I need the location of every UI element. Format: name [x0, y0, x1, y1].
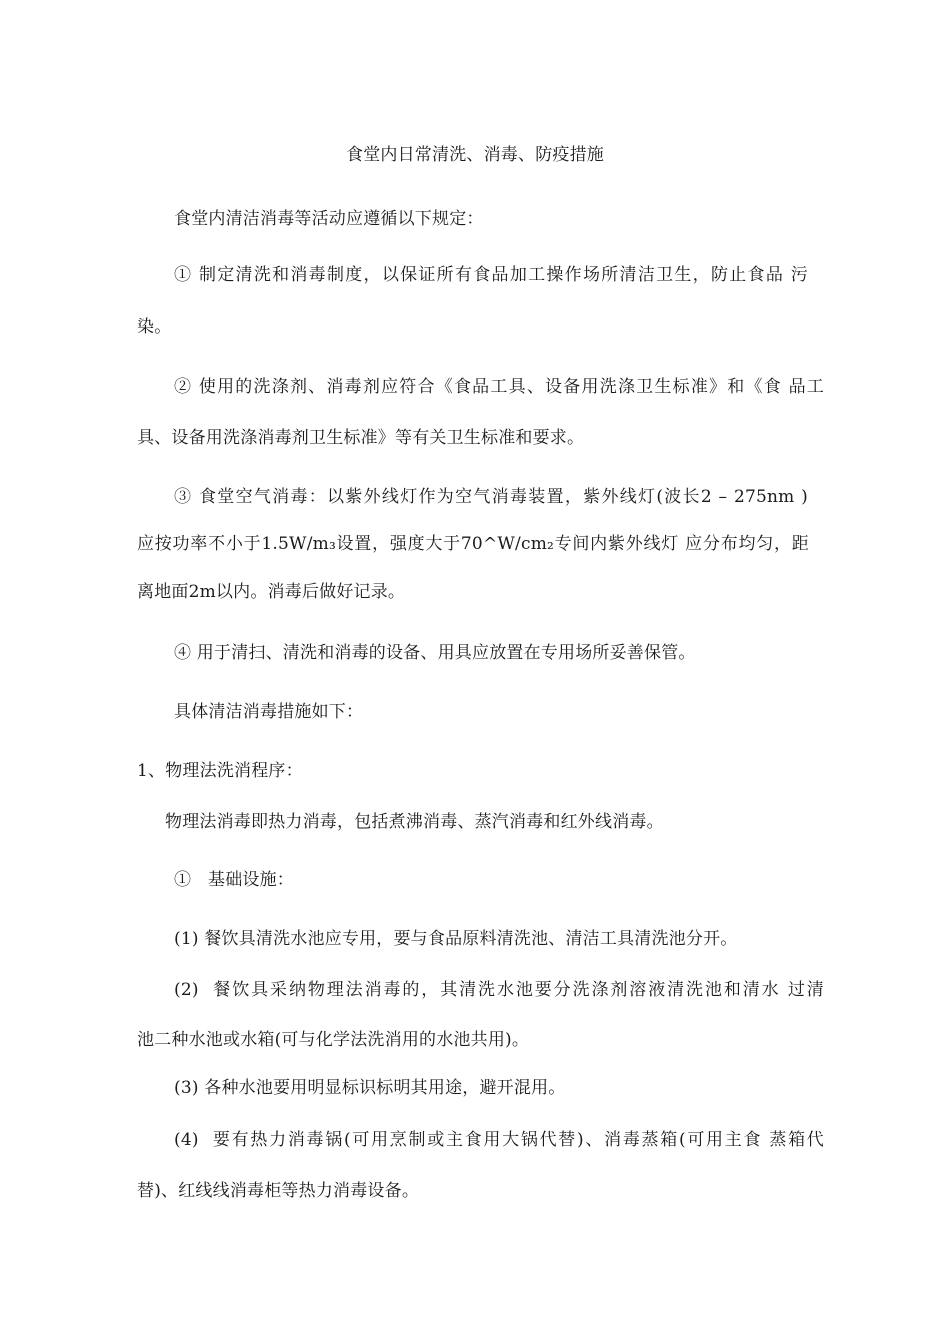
section-1-heading: 1、物理法洗消程序： — [137, 761, 303, 781]
rule-3-line-2: 应按功率不小于1.5W/m₃设置，强度大于70^W/cm₂专间内紫外线灯 应分布均匀，距 — [137, 534, 809, 554]
intro-paragraph: 食堂内清洁消毒等活动应遵循以下规定： — [174, 209, 484, 229]
item-2-line-2: 池二种水池或水箱(可与化学法洗消用的水池共用)。 — [137, 1030, 530, 1050]
rule-2-line-2: 具、设备用洗涤消毒剂卫生标准》等有关卫生标准和要求。 — [137, 428, 585, 448]
item-4-line-1: (4) 要有热力消毒锅(可用烹制或主食用大锅代替)、消毒蒸箱(可用主食 蒸箱代 — [174, 1130, 824, 1150]
rule-3-line-3: 离地面2m以内。消毒后做好记录。 — [137, 582, 406, 602]
subsection-1-heading: ① 基础设施： — [174, 870, 295, 890]
rule-4: ④ 用于清扫、清洗和消毒的设备、用具应放置在专用场所妥善保管。 — [174, 643, 696, 663]
item-3: (3) 各种水池要用明显标识标明其用途，避开混用。 — [174, 1078, 566, 1098]
section-1-description: 物理法消毒即热力消毒，包括煮沸消毒、蒸汽消毒和红外线消毒。 — [165, 812, 664, 832]
item-1: (1) 餐饮具清洗水池应专用，要与食品原料清洗池、清洁工具清洗池分开。 — [174, 929, 738, 949]
rule-1-line-2: 染。 — [137, 317, 172, 337]
measures-intro: 具体清洁消毒措施如下： — [174, 702, 364, 722]
rule-1-line-1: ① 制定清洗和消毒制度，以保证所有食品加工操作场所清洁卫生，防止食品 污 — [174, 265, 808, 285]
item-2-line-1: (2) 餐饮具采纳物理法消毒的，其清洗水池要分洗涤剂溶液清洗池和清水 过清 — [174, 980, 824, 1000]
document-title: 食堂内日常清洗、消毒、防疫措施 — [346, 145, 604, 165]
rule-2-line-1: ② 使用的洗涤剂、消毒剂应符合《食品工具、设备用洗涤卫生标准》和《食 品工 — [174, 377, 824, 397]
item-4-line-2: 替)、红线线消毒柜等热力消毒设备。 — [137, 1181, 420, 1201]
rule-3-line-1: ③ 食堂空气消毒：以紫外线灯作为空气消毒装置，紫外线灯(波长2 – 275nm ) — [174, 487, 808, 507]
